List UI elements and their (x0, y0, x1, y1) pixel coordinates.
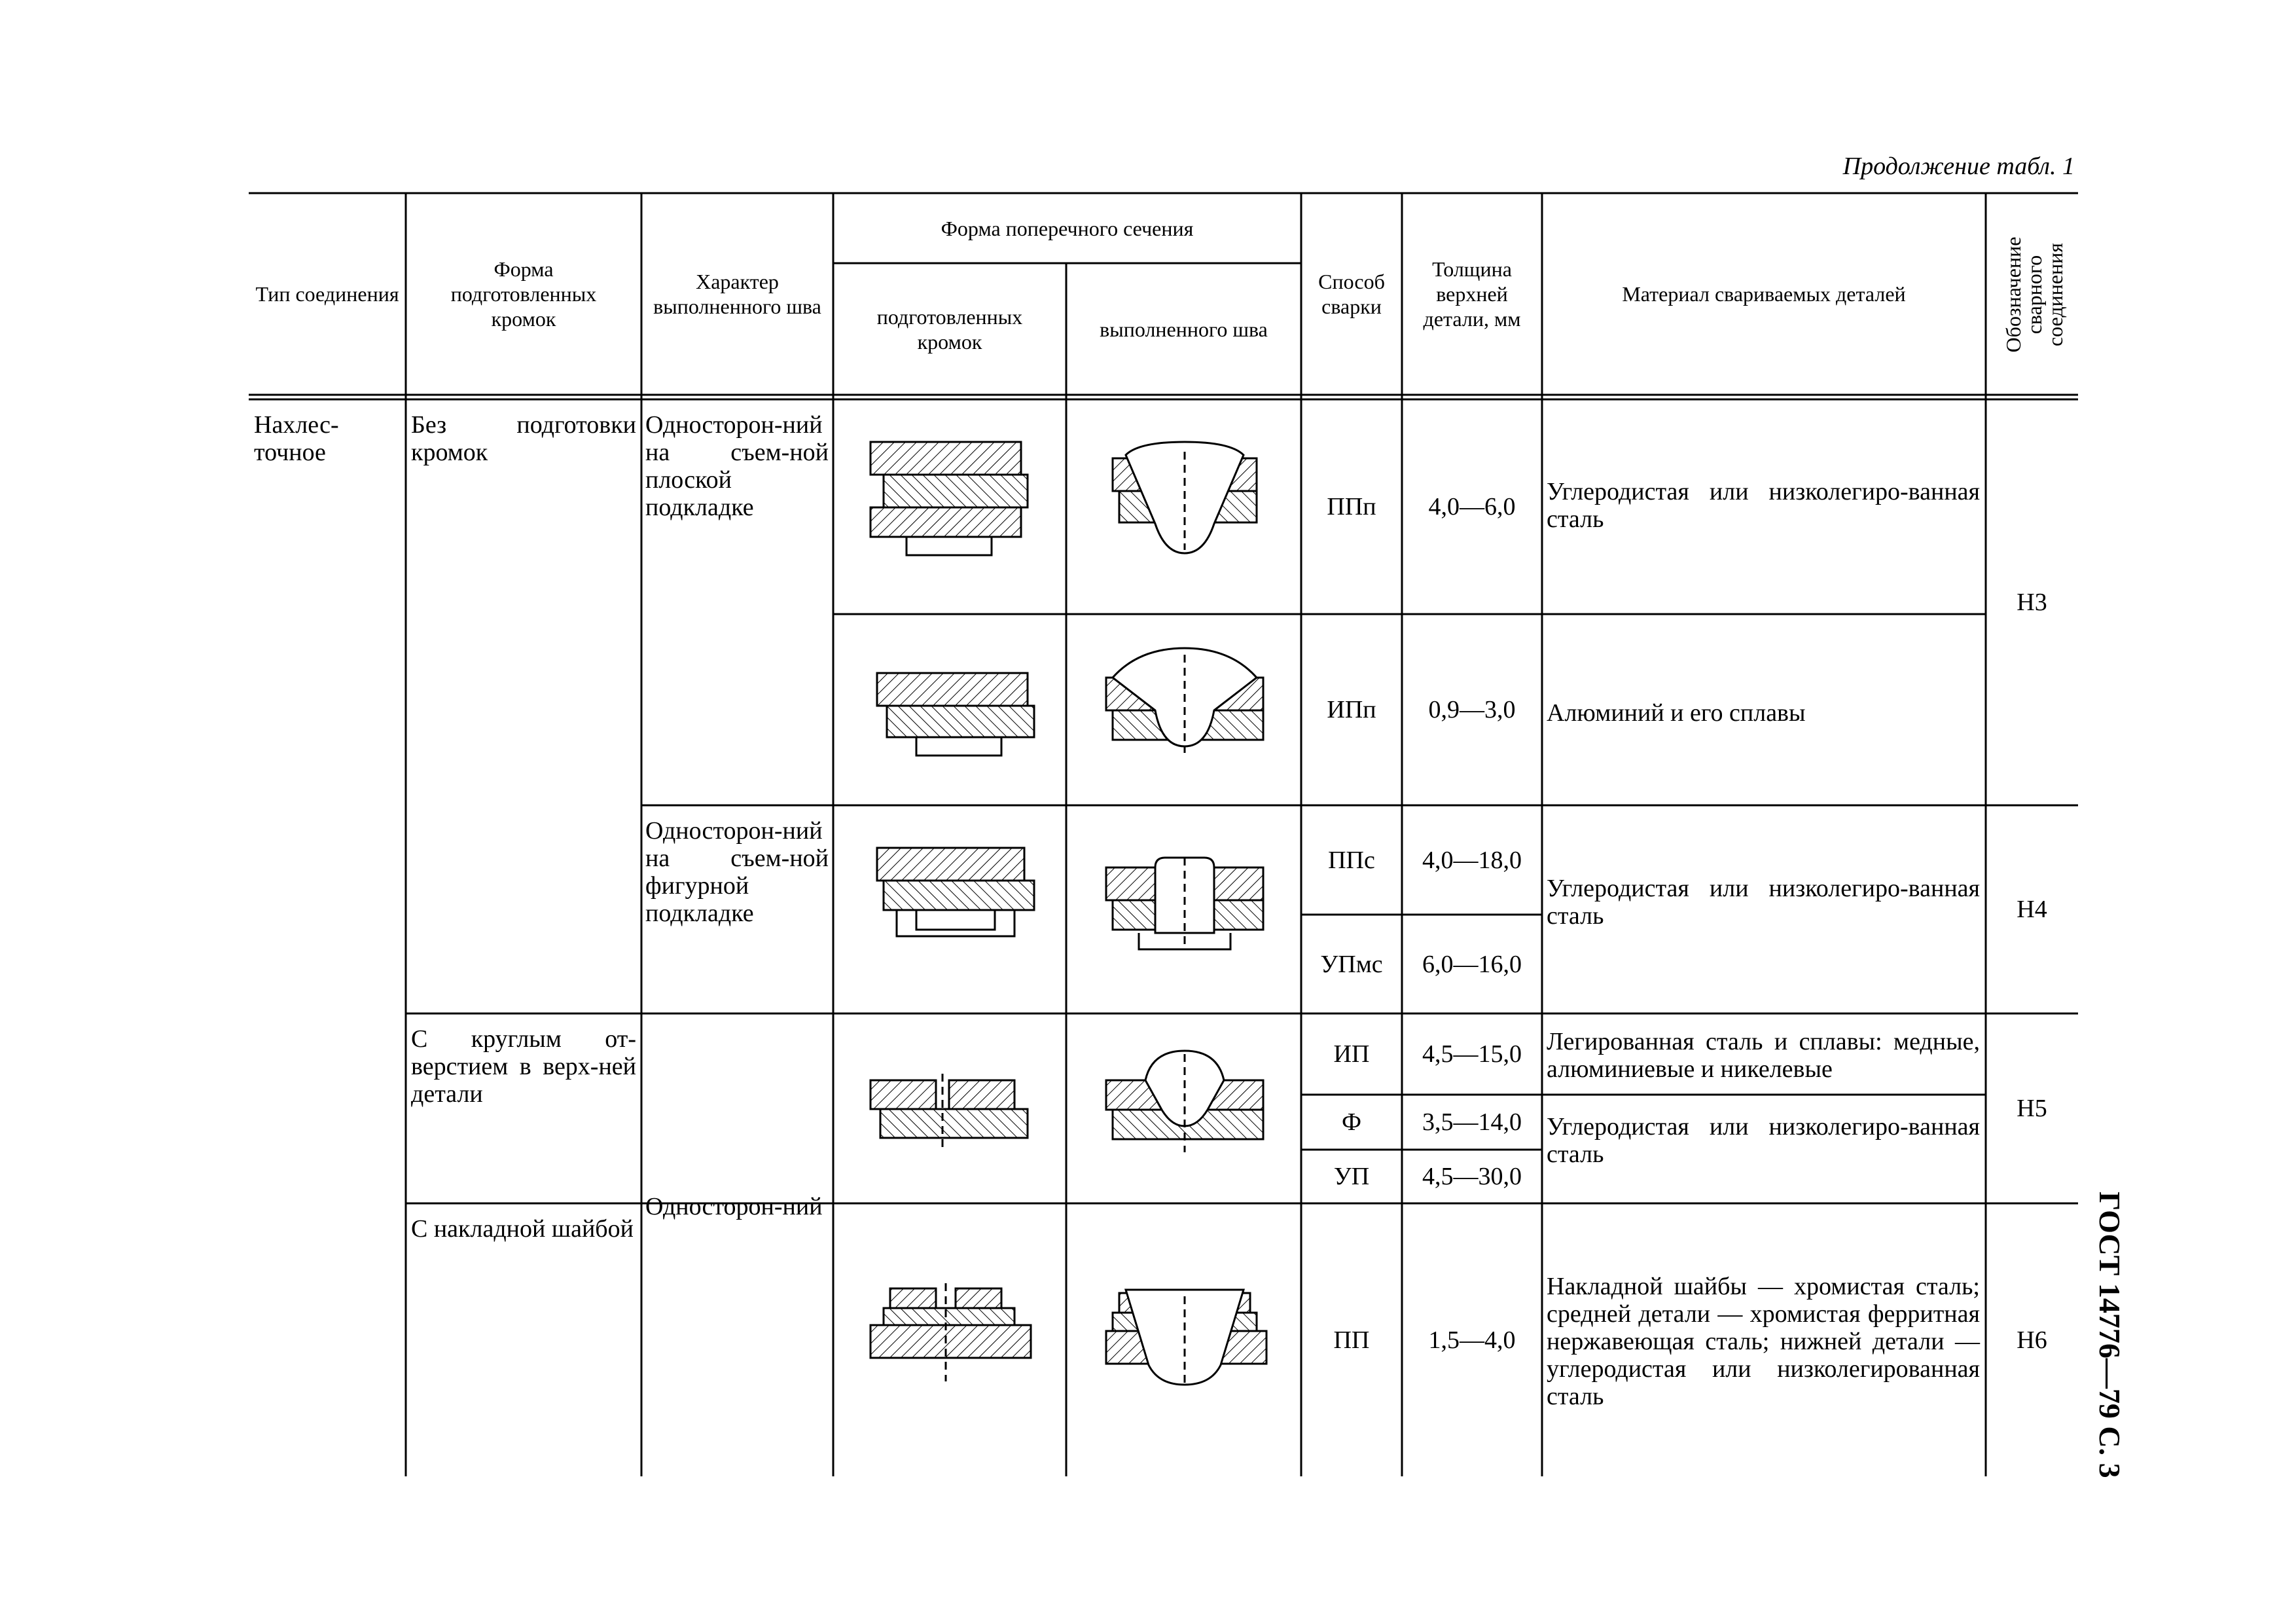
method-cell: ИПп (1327, 696, 1376, 723)
finished-weld-drawing (1100, 838, 1270, 956)
continuation-label: Продолжение табл. 1 (1842, 153, 2075, 180)
method-cell: ПП (1333, 1326, 1370, 1354)
header-welding-method: Способ сварки (1318, 270, 1385, 318)
edge-form-2: С круглым от-верстием в верх-ней детали (411, 1025, 636, 1108)
header-prepared-edges: подготовленных кромок (876, 304, 1023, 354)
material-cell: Углеродистая или низколегиро-ванная сталь (1547, 1113, 1980, 1168)
designation-cell: Н5 (2017, 1095, 2047, 1122)
document-side-label: ГОСТ 14776—79 С. 3 (2093, 1192, 2126, 1478)
material-cell: Алюминий и его сплавы (1547, 699, 1806, 727)
thickness-cell: 0,9—3,0 (1428, 696, 1516, 723)
method-cell: ППп (1327, 493, 1376, 520)
designation-cell: Н3 (2017, 589, 2047, 616)
thickness-cell: 4,5—15,0 (1422, 1040, 1522, 1068)
prepared-edges-drawing (864, 1283, 1041, 1388)
thickness-cell: 4,0—6,0 (1428, 493, 1516, 520)
method-cell: Ф (1341, 1108, 1362, 1136)
finished-weld-drawing (1100, 1270, 1270, 1395)
header-finished-weld: выполненного шва (1100, 317, 1268, 341)
finished-weld-drawing (1100, 1048, 1270, 1159)
finished-weld-drawing (1100, 648, 1270, 766)
method-cell: УПмс (1320, 950, 1383, 978)
thickness-cell: 1,5—4,0 (1428, 1326, 1516, 1354)
edge-form-3: С накладной шайбой (411, 1215, 634, 1243)
material-cell: Углеродистая или низколегиро-ванная сталь (1547, 478, 1980, 533)
weld-character-1: Односторон-ний на съем-ной плоской подкладке (645, 411, 829, 521)
header-material: Материал свариваемых деталей (1622, 282, 1906, 306)
prepared-edges-drawing (870, 668, 1041, 766)
designation-cell: Н4 (2017, 896, 2047, 923)
header-joint-type: Тип соединения (255, 282, 399, 306)
weld-character-3: Односторон-ний (645, 1193, 823, 1220)
thickness-cell: 3,5—14,0 (1422, 1108, 1522, 1136)
header-edge-form: Форма подготовленных кромок (450, 257, 597, 331)
method-cell: ИП (1333, 1040, 1370, 1068)
edge-form-1: Без подготовки кромок (411, 411, 636, 466)
material-cell: Углеродистая или низколегиро-ванная сталь (1547, 875, 1980, 930)
thickness-cell: 4,0—18,0 (1422, 846, 1522, 874)
method-cell: ППс (1328, 846, 1375, 874)
weld-character-2: Односторон-ний на съем-ной фигурной подкладке (645, 817, 829, 927)
header-weld-character: Характер выполненного шва (653, 270, 821, 318)
designation-cell: Н6 (2017, 1326, 2047, 1354)
prepared-edges-drawing (864, 1074, 1034, 1159)
header-thickness: Толщина верхней детали, мм (1423, 257, 1521, 331)
method-cell: УП (1333, 1163, 1370, 1190)
prepared-edges-drawing (870, 845, 1041, 949)
header-designation: Обозначение сварного соединения (2001, 236, 2067, 353)
thickness-cell: 6,0—16,0 (1422, 950, 1522, 978)
joint-type-cell: Нахлес-точное (254, 411, 339, 466)
material-cell: Легированная сталь и сплавы: медные, алюминиевые и никелевые (1547, 1028, 1980, 1083)
header-cross-section: Форма поперечного сечения (941, 216, 1194, 240)
finished-weld-drawing (1100, 439, 1270, 563)
material-cell: Накладной шайбы — хромистая сталь; средней детали — хромистая ферритная нержавеющая сталь; нижней детали — углеродистая или низколегированная сталь (1547, 1273, 1980, 1410)
thickness-cell: 4,5—30,0 (1422, 1163, 1522, 1190)
prepared-edges-drawing (864, 439, 1034, 563)
